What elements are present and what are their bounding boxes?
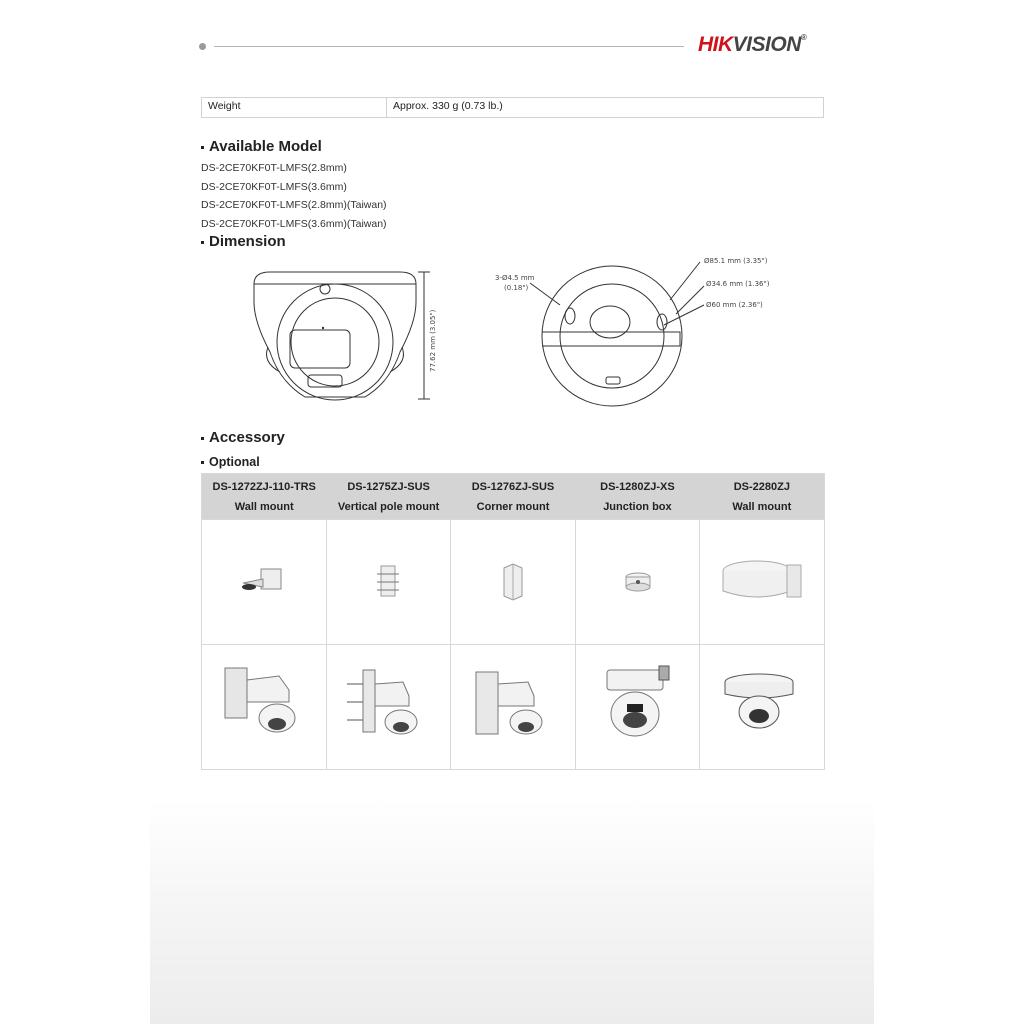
- accessory-table: [201, 473, 825, 770]
- wall-mount-box-installed-icon: [699, 645, 824, 769]
- accessory-header-cell: DS-2280ZJ Wall mount: [732, 481, 792, 513]
- hikvision-logo: HIKVISION®: [698, 33, 807, 56]
- accessory-header-row: [202, 474, 824, 519]
- spec-value: Approx. 330 g (0.73 lb.): [393, 100, 503, 112]
- camera-base-view-drawing: [490, 250, 780, 410]
- accessory-header-cell: DS-1280ZJ-XS Junction box: [600, 481, 675, 513]
- accessory-heading: Accessory: [201, 429, 285, 446]
- installation-example-row: [202, 644, 824, 769]
- model-item: DS-2CE70KF0T-LMFS(3.6mm): [201, 180, 347, 193]
- outer-diameter-label: Ø85.1 mm (3.35"): [704, 257, 768, 265]
- wall-mount-installed-icon: [202, 645, 326, 769]
- inner-diameter-label: Ø60 mm (2.36"): [706, 301, 763, 309]
- pole-mount-installed-icon: [326, 645, 451, 769]
- wall-mount-bracket-icon: [202, 520, 326, 644]
- available-model-heading: Available Model: [201, 138, 322, 155]
- dimension-heading: Dimension: [201, 233, 286, 250]
- header-rule: [214, 46, 684, 47]
- model-item: DS-2CE70KF0T-LMFS(2.8mm): [201, 162, 347, 174]
- wall-mount-box-icon: [699, 520, 824, 644]
- spec-label: Weight: [202, 98, 387, 117]
- model-list: [201, 159, 387, 233]
- junction-box-installed-icon: [575, 645, 700, 769]
- camera-front-view-drawing: [240, 262, 440, 412]
- optional-subheading: Optional: [201, 455, 260, 469]
- middle-diameter-label: Ø34.6 mm (1.36"): [706, 280, 770, 288]
- weight-spec-row: [201, 97, 824, 118]
- header-dot: [199, 43, 206, 50]
- accessory-header-cell: DS-1275ZJ-SUS Vertical pole mount: [337, 481, 440, 513]
- accessory-header-cell: DS-1276ZJ-SUS Corner mount: [471, 481, 555, 513]
- hole-label: 3-Ø4.5 mm: [495, 274, 535, 282]
- model-item: DS-2CE70KF0T-LMFS(3.6mm)(Taiwan): [201, 217, 387, 230]
- accessory-product-row: [202, 519, 824, 644]
- hole-label-imperial: (0.18"): [504, 284, 529, 292]
- model-item: DS-2CE70KF0T-LMFS(2.8mm)(Taiwan): [201, 199, 387, 212]
- corner-mount-installed-icon: [450, 645, 575, 769]
- corner-mount-bracket-icon: [450, 520, 575, 644]
- accessory-header-cell: DS-1272ZJ-110-TRS Wall mount: [212, 481, 316, 513]
- pole-mount-bracket-icon: [326, 520, 451, 644]
- height-dimension-label: 77.62 mm (3.05"): [429, 309, 437, 372]
- junction-box-icon: [575, 520, 700, 644]
